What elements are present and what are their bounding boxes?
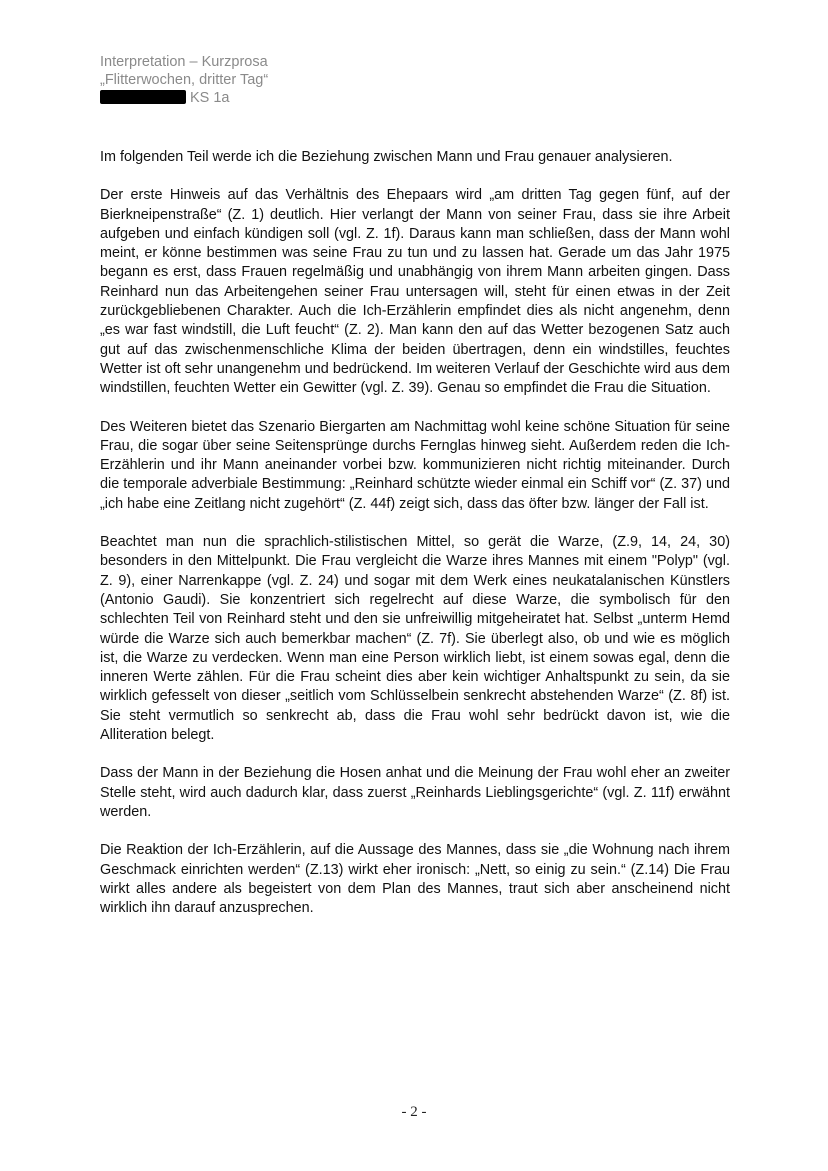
paragraph: Dass der Mann in der Beziehung die Hosen anhat und die Meinung der Frau wohl eher an zweiter Stelle steht, wird auch dadurch klar, dass zuerst „Reinhards Lieblingsgerichte“ (vgl. Z. 11f) erwähnt werden.: [100, 765, 730, 820]
page-number: - 2 -: [401, 1104, 427, 1120]
header-author-line: [100, 89, 268, 107]
header-course: KS 1a: [190, 90, 230, 106]
paragraph: Im folgenden Teil werde ich die Beziehung zwischen Mann und Frau genauer analysieren.: [100, 149, 673, 165]
document-body: [100, 148, 730, 937]
paragraph: Des Weiteren bietet das Szenario Biergarten am Nachmittag wohl keine schöne Situation für seine Frau, die sogar über seine Seitensprünge durchs Fernglas hinweg sieht. Außerdem reden die Ich-Erzählerin und ihr Mann aneinander vorbei bzw. kommunizieren nicht richtig miteinander. Durch die temporale adverbiale Bestimmung: „Reinhard schützte wieder einmal ein Schiff vor“ (Z. 37) und „ich habe eine Zeitlang nicht zugehört“ (Z. 44f) zeigt sich, dass das öfter bzw. länger der Fall ist.: [100, 418, 730, 512]
document-header: [100, 53, 268, 107]
redacted-name: [100, 90, 186, 104]
paragraph: Die Reaktion der Ich-Erzählerin, auf die Aussage des Mannes, dass sie „die Wohnung nach ihrem Geschmack einrichten werden“ (Z.13) wirkt eher ironisch: „Nett, so einig zu sein.“ (Z.14) Die Frau wirkt alles andere als begeistert von dem Plan des Mannes, traut sich aber anscheinend nicht wirklich ihn darauf anzusprechen.: [100, 842, 730, 917]
header-title: Interpretation – Kurzprosa: [100, 54, 268, 70]
paragraph: Der erste Hinweis auf das Verhältnis des Ehepaars wird „am dritten Tag gegen fünf, auf der Bierkneipenstraße“ (Z. 1) deutlich. Hier verlangt der Mann von seiner Frau, dass sie ihre Arbeit aufgeben und einfach kündigen soll (vgl. Z. 1f). Daraus kann man schließen, dass der Mann wohl meint, er könne bestimmen was seine Frau zu tun und zu lassen hat. Gerade um das Jahr 1975 begann es erst, dass Frauen regelmäßig und unabhängig von ihrem Mann arbeiten gingen. Dass Reinhard nun das Arbeitengehen seiner Frau untersagen will, steht für einen etwas in der Zeit zurückgebliebenen Charakter. Auch die Ich-Erzählerin empfindet dies als nicht angenehm, denn „es war fast windstill, die Luft feucht“ (Z. 2). Man kann den auf das Wetter bezogenen Satz auch gut auf das zwischenmenschliche Klima der beiden übertragen, denn ein windstilles, feuchtes Wetter ist oft sehr unangenehm und bedrückend. Im weiteren Verlauf der Geschichte wird aus dem windstillen, feuchten Wetter ein Gewitter (vgl. Z. 39). Genau so empfindet die Frau die Situation.: [100, 187, 730, 397]
header-subtitle: „Flitterwochen, dritter Tag“: [100, 72, 269, 88]
paragraph: Beachtet man nun die sprachlich-stilistischen Mittel, so gerät die Warze, (Z.9, 14, 24, 30) besonders in den Mittelpunkt. Die Frau vergleicht die Warze ihres Mannes mit einem "Polyp" (vgl. Z. 9), einer Narrenkappe (vgl. Z. 24) und sogar mit dem Werk eines neukatalanischen Künstlers (Antonio Gaudi). Sie konzentriert sich regelrecht auf diese Warze, die symbolisch für den schlechten Teil von Reinhard steht und den sie unfreiwillig mitgeheiratet hat. Selbst „unterm Hemd würde die Warze sich auch bemerkbar machen“ (Z. 7f). Sie überlegt also, ob und wie es möglich ist, die Warze zu verdecken. Wenn man eine Person wirklich liebt, ist einem sowas egal, denn die inneren Werte zählen. Für die Frau scheint dies aber kein wichtiger Anhaltspunkt zu sein, da sie wirklich gefesselt von dieser „seitlich vom Schlüsselbein senkrecht abstehenden Warze“ (Z. 8f) ist. Sie steht vermutlich so senkrecht ab, dass die Frau wohl sehr bedrückt davon ist, wie die Alliteration belegt.: [100, 534, 730, 744]
